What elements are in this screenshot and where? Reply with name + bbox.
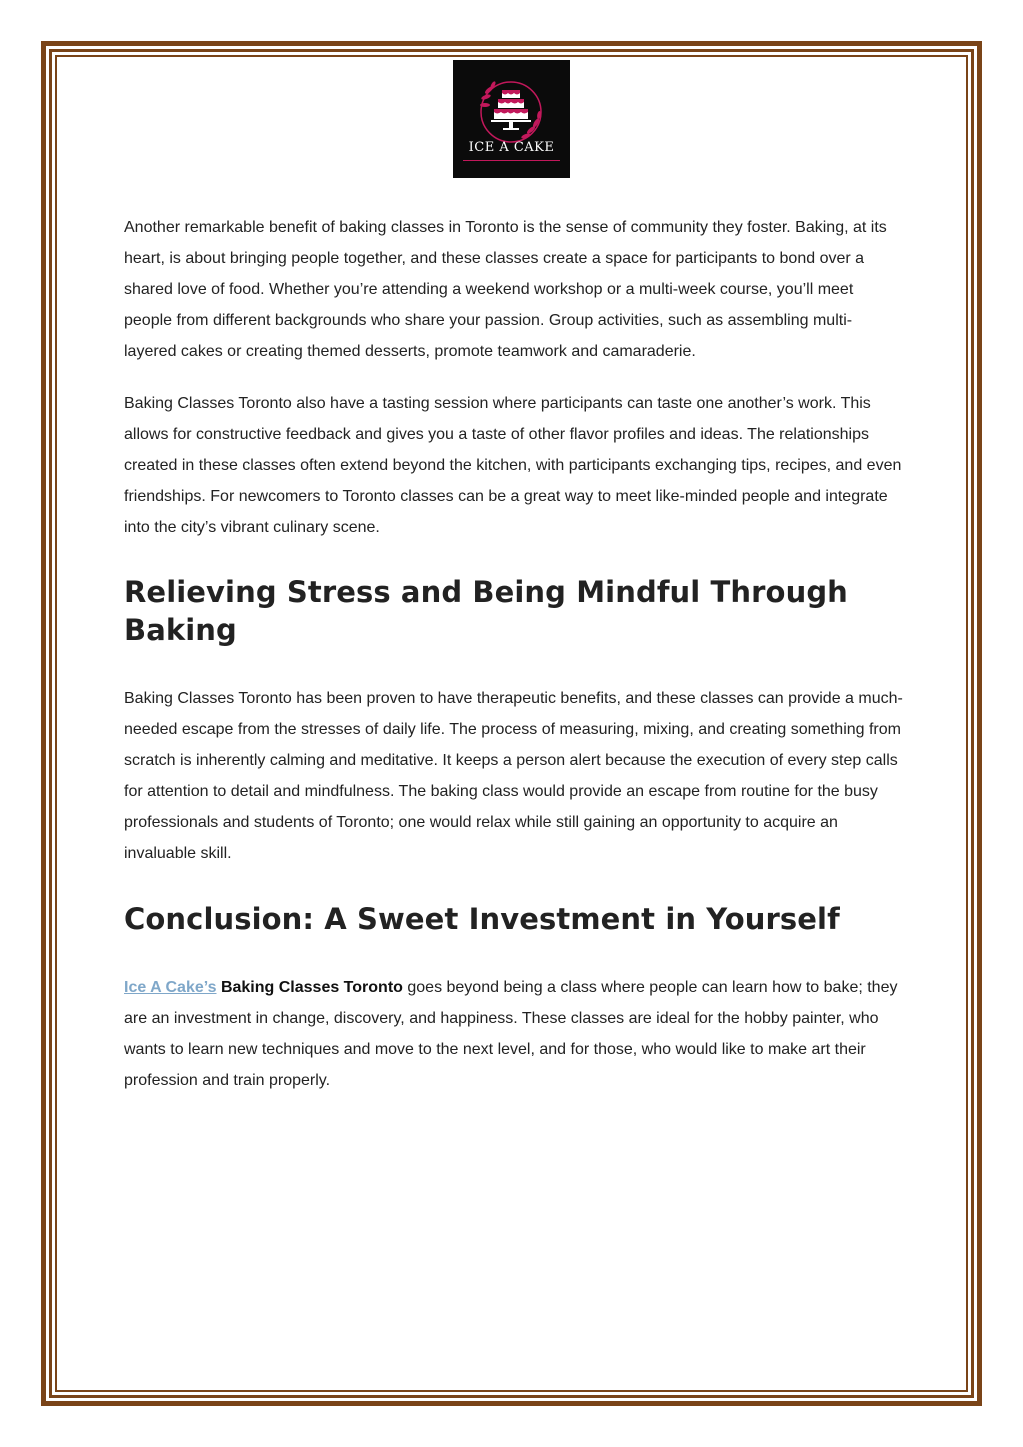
document-content bbox=[124, 212, 904, 1096]
paragraph-community: Another remarkable benefit of baking classes in Toronto is the sense of community they foster. Baking, at its heart, is about bringing people together, and these classes create a space for participants to bond over a shared love of food. Whether you’re attending a weekend workshop or a multi-week course, you’ll meet people from different backgrounds who share your passion. Group activities, such as assembling multi-layered cakes or creating themed desserts, promote teamwork and camaraderie. bbox=[124, 219, 887, 360]
conclusion-body: goes beyond being a class where people can learn how to bake; they are an investment in change, discovery, and happiness. These classes are ideal for the hobby painter, who wants to learn new techniques and move to the next level, and for those, who would like to make art their profession and train properly. bbox=[124, 979, 898, 1089]
heading-relieving-stress: Relieving Stress and Being Mindful Through Baking bbox=[124, 575, 848, 647]
paragraph-stress: Baking Classes Toronto has been proven to have therapeutic benefits, and these classes can provide a much-needed escape from the stresses of daily life. The process of measuring, mixing, and creating something from scratch is inherently calming and meditative. It keeps a person alert because the execution of every step calls for attention to detail and mindfulness. The baking class would provide an escape from routine for the busy professionals and students of Toronto; one would relax while still gaining an opportunity to acquire an invaluable skill. bbox=[124, 690, 903, 862]
heading-conclusion: Conclusion: A Sweet Investment in Yourself bbox=[124, 902, 840, 936]
paragraph-tasting: Baking Classes Toronto also have a tasting session where participants can taste one another’s work. This allows for constructive feedback and gives you a taste of other flavor profiles and ideas. The relationships created in these classes often extend beyond the kitchen, with participants exchanging tips, recipes, and even friendships. For newcomers to Toronto classes can be a great way to meet like-minded people and integrate into the city’s vibrant culinary scene. bbox=[124, 395, 902, 536]
paragraph-conclusion bbox=[124, 972, 904, 1096]
logo-text: ICE A CAKE bbox=[468, 140, 555, 155]
bold-baking-classes: Baking Classes Toronto bbox=[220, 979, 403, 996]
cake-logo-icon bbox=[453, 60, 570, 178]
ice-a-cake-link[interactable]: Ice A Cake’s bbox=[124, 979, 217, 996]
ice-a-cake-logo bbox=[453, 60, 570, 178]
